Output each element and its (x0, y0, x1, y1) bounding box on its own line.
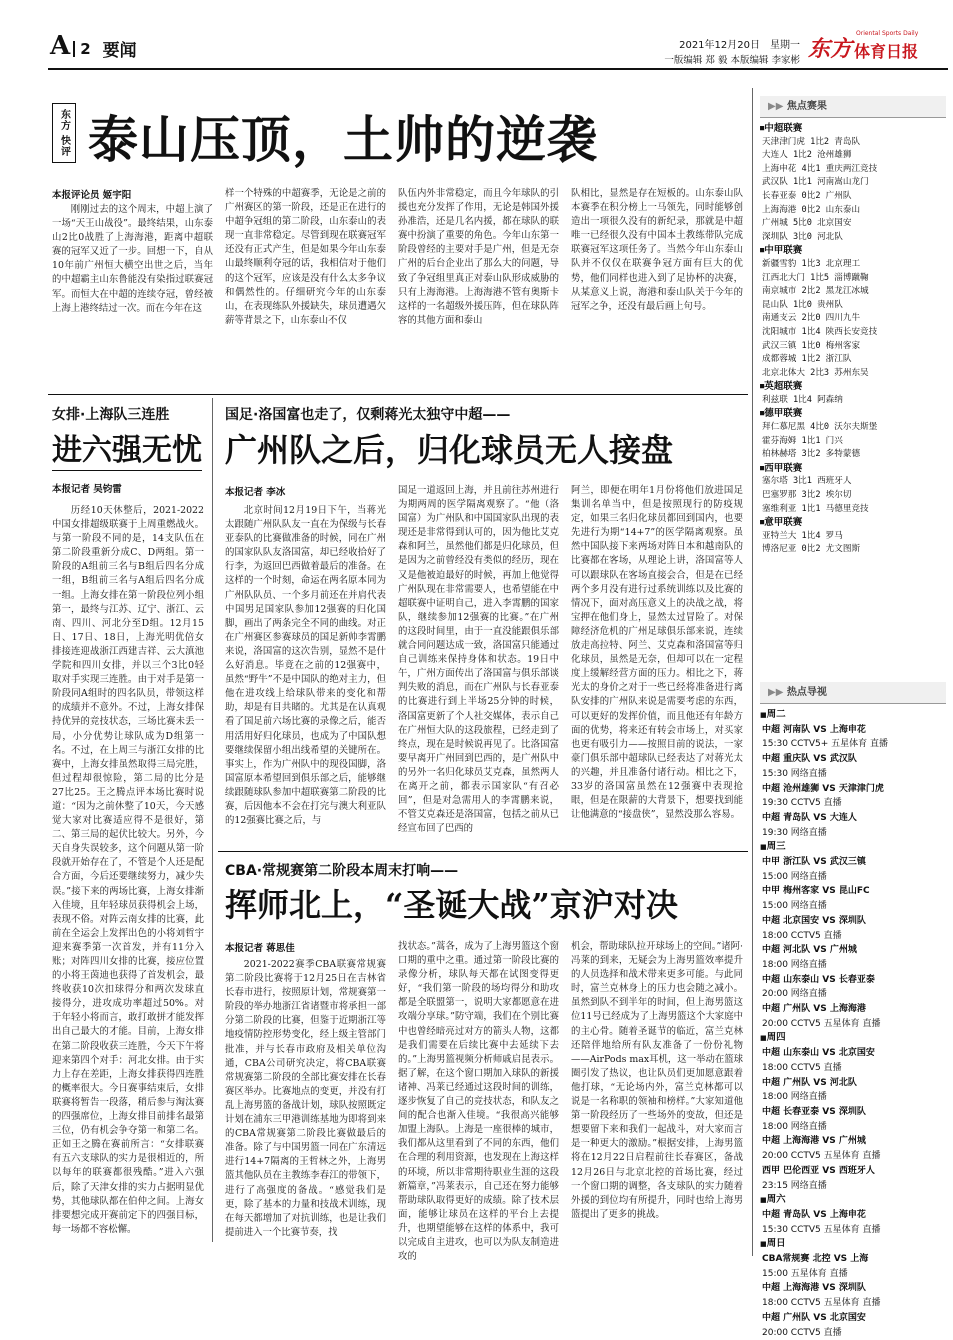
bullet-icon: ■ (760, 124, 765, 132)
story1-text: 历经10天休整后，2021-2022中国女排超级联赛于上周重燃战火。与第一阶段不同的是，14支队伍在第二阶段重新分成C、D两组。第一阶段的A组前三名与B组后四名分成一组，B组前三名与A组后四名分成一组。上海女排在第一阶段位列小组第一，最终与江苏、辽宁、浙江、云南、四川、河北分至D组。12月15日、17日、18日，上海光明优倍女排接连迎战浙江西建吉祥、云大滇池学院和四川女排，并以三个3比0轻取对手实现三连胜。由于对手是第一阶段同A组时的四名队员，带领这样的成绩并不意外。不过，上海女排保持优异的竞技状态，三场比赛未丢一局，小分优势让球队成为D组第一名。不过，在上周三与浙江女排的比赛中，上海女排虽然取得三局完胜，但过程却很惊险，第二局的比分是27比25。王之腾点评本场比赛时说道：“因为之前休整了10天，今天感觉大家对比赛适应得不是很好，第二、第三局的起伏比较大。另外，今天自身失误较多，这个问题从第一阶段就开始存在了，不管是个人还是配合方面，今后还要继续努力，减少失误。”接下来的两场比赛，上海女排渐入佳境，且年轻球员获得机会上场，表现不俗。对阵云南女排的比赛，此前在全运会上发挥出色的小将刘哲宇迎来赛季第一次首发，并有11分入账；对阵四川女排的比赛，接应位置的小将王茵迪也获得了首发机会，最终收获10次扣球得分和两次发球直接得分，进攻成功率超过50%。对于年轻小将而言，敢打敢拼才能发挥出自己最大的才能。目前，上海女排在第二阶段收获三连胜，今天下午将迎来第四个对手：河北女排。由于实力上存在差距，上海女排获得四连胜的概率很大。今日赛事结束后，女排联赛将暂告一段落，稍后参与淘汰赛的四强席位，上海女排目前排名最第三位，仍有机会争夺第一和第二名。正如王之腾在赛前所言：“女排联赛有五六支球队的实力是很相近的，所以每年的联赛都很残酷。”进入六强后，除了天津女排的实力占据明显优势，其他球队都在伯仲之间。上海女排要想完成开赛前定下的四强目标，每一场都不容松懈。 (52, 505, 204, 1235)
result-row: 沈阳城市 1比4 陕西长安竞技 (762, 326, 878, 337)
schedule-broadcast: 18:00 网络直播 (762, 1121, 827, 1132)
schedule-match: 中超 广州队 VS 河北队 (762, 1077, 857, 1088)
result-row: 南通支云 2比0 四川九牛 (762, 313, 861, 324)
schedule-header-label: 热点导视 (786, 687, 827, 698)
schedule-list (760, 708, 946, 1340)
story2-text-2: 国足一道返回上海，并且前往苏州进行为期两周的医学隔离观察了。“他（洛国富）为广州队和中国国家队出现的表现还是非常得到认可的，因为他比艾克森和阿兰，虽然他们都是归化球员，但是因为之前曾经没有类似的经历，现在又是他被迫最好的时候，再加上他觉得广州队现在非常需要人，也希望能在中超联赛中证明自己，进入李霄鹏的国家队，继续参加12强赛的比赛。”在广州的这段时间里，由于一直没能跟俱乐部就合同问题达成一致，洛国富只能通过自己训练来保持身体和状态。19日中午，广州方面传出了洛国富与俱乐部谈判失败的消息，而在广州队与长春亚泰的比赛进行到上半场25分钟的时候，洛国富更新了个人社交媒体，表示自己在广州恒大队的这段旅程，已经走到了终点，现在是时候说再见了。比洛国富要早离开广州回到巴西的，是广州队中的另外一名归化球员艾克森，虽然两人在离开之前，都表示国家队“有召必回”，但是对急需用人的李霄鹏来说，不管艾克森还是洛国富，包括之前从已经宣布回了巴西的 (398, 485, 559, 835)
story3-byline: 本报记者 蒋思佳 (225, 943, 295, 954)
story2-column-2 (398, 484, 559, 846)
schedule-match: 中超 广州队 VS 上海海港 (762, 1004, 866, 1015)
story3-text-1: 2021-2022赛季CBA联赛常规赛第二阶段比赛将于12月25日在吉林省长春市进行，按照原计划，常规赛第一阶段的举办地浙江省诸暨市将承担一部分第二阶段的比赛，但鉴于近期浙江等地疫情防控形势变化，经上级主管部门批准，并与长春市政府及相关单位沟通，CBA公司研究决定，将CBA联赛常规赛第二阶段的全部比赛安排在长春赛区举办。比赛地点的变更，并没有打乱上海男篮的备战计划，球队按照既定计划在浦东三甲港训练基地为即将到来的CBA常规赛第二阶段比赛做最后的准备。除了与中国男篮一同在广东清远进行14+7隔离的王哲林之外，上海男篮其他队员在主教练李春江的带领下，进行了高强度的备战。“感觉我们是更，除了基本的力量和技战术训练，现在每天都增加了对抗训练，也是让我们提前进入一个比赛节奏，找 (225, 959, 386, 1238)
lead-headline: 泰山压顶，土帅的逆袭 (88, 110, 598, 169)
story1-kicker: 女排·上海队三连胜 (52, 407, 170, 423)
schedule-broadcast: 19:30 CCTV5 直播 (762, 798, 842, 809)
column-tag-bottom: 快评 (58, 135, 70, 157)
story2-column-1 (225, 504, 386, 846)
lead-column-3 (398, 187, 559, 339)
schedule-match: 中超 上海海港 VS 广州城 (762, 1136, 866, 1147)
schedule-broadcast: 18:00 网络直播 (762, 1092, 827, 1103)
result-row: 拜仁慕尼黑 4比0 沃尔夫斯堡 (762, 422, 878, 433)
schedule-match: 中超 沧州雄狮 VS 天津津门虎 (762, 783, 884, 794)
schedule-broadcast: 15:00 网络直播 (762, 901, 827, 912)
story3-text-2: 找状态。”蒿各，成为了上海男篮这个窗口期的重中之重。通过第一阶段比赛的录像分析，球队每天都在试图变得更好，“我们第一阶段的场均得分和助攻都是全联盟第一，说明大家都愿意在进攻端分享球。”防守端，我们在个别比赛中也曾经暗亮过对方的箭头人物，这都是我们需要在后续比赛中去延续下去的。”上海男篮视频分析师戚启昆表示。据了解，在这个窗口期加入球队的新援诸神、冯莱已经通过这段时间的训练，逐步恢复了自己的竞技状态，和队友之间的配合也渐入佳境。“我很高兴能够加盟上海队。上海是一座很棒的城市，我们都从这里看到了不同的东西，他们在合理的利用资源，也发现在上海这样的环境，所以非常期待职业生涯的这段新篇章，”冯莱表示，自己还在努力能够帮助球队取得更好的成绩。除了技术层面，能够让球员在这样的平台上去提升，也期望能够在这样的体系中，我可以完成自主进攻，也可以为队友制造进攻的 (398, 941, 559, 1263)
story1-byline: 本报记者 吴钧雷 (52, 484, 122, 495)
schedule-match: 中超 青岛队 VS 大连人 (762, 812, 857, 823)
column-tag (52, 103, 76, 163)
masthead-rule (48, 68, 948, 70)
league-heading: 中超联赛 (764, 123, 803, 134)
result-row: 成都蓉城 1比2 浙江队 (762, 354, 852, 365)
schedule-match: 中超 广州队 VS 北京国安 (762, 1312, 866, 1323)
result-row: 广州城 5比0 北京国安 (762, 218, 852, 229)
result-row: 武汉三镇 1比0 梅州客家 (762, 340, 861, 351)
result-row: 天津津门虎 1比2 青岛队 (762, 136, 861, 147)
schedule-broadcast: 15:00 五星体育 直播 (762, 1268, 848, 1279)
schedule-match: 西甲 巴伦西亚 VS 西班牙人 (762, 1165, 875, 1176)
story1-headline: 进六强无忧 (52, 433, 202, 468)
schedule-match: 中超 山东泰山 VS 长春亚泰 (762, 974, 875, 985)
bullet-icon: ■ (760, 518, 765, 527)
result-row: 柏林赫塔 3比2 多特蒙德 (762, 449, 861, 460)
bullet-icon: ■ (760, 382, 765, 391)
newspaper-logo (808, 30, 948, 66)
result-row: 上海海港 0比2 山东泰山 (762, 204, 861, 215)
story3-column-2 (398, 940, 559, 1263)
schedule-broadcast: 20:00 CCTV5 五星体育 直播 (762, 1018, 881, 1029)
result-row: 新疆雪豹 1比3 北京理工 (762, 258, 861, 269)
page-letter: A (50, 31, 71, 61)
schedule-match: CBA常规赛 北控 VS 上海 (762, 1254, 869, 1265)
results-header-label: 焦点赛果 (786, 101, 827, 112)
result-row: 昆山队 1比0 贵州队 (762, 299, 843, 310)
result-row: 塞尔塔 3比1 西班牙人 (762, 476, 852, 487)
schedule-broadcast: 15:30 网络直播 (762, 768, 827, 779)
result-row: 武汉队 1比1 河南嵩山龙门 (762, 177, 869, 188)
schedule-day: 周二 (766, 709, 786, 720)
story2-column-3 (571, 484, 743, 846)
lead-bottom-rule (48, 394, 748, 395)
bullet-icon: ■ (760, 1034, 767, 1043)
lead-text-4: 队相比，显然是存在短板的。山东泰山队本赛季在积分榜上一马领先，同时能够创造出一项很久没有的新纪录，那就是中超唯一已经很久没有中国本土教练带队完成联赛冠军这项任务了。当然今年山东泰山队并不仅仅在联赛争冠方面有巨大的优势，他们同样也进入到了足协杯的决赛，从某意义上说，海港和泰山队关于今年的冠军之争，还没有最后画上句号。 (571, 188, 743, 312)
schedule-broadcast: 23:15 网络直播 (762, 1180, 827, 1191)
lead-byline: 本报评论员 姬宇阳 (52, 190, 132, 201)
column-tag-top: 东方 (58, 109, 70, 131)
lead-text-3: 队伍内外非常稳定，而且今年球队的引援也充分发挥了作用，无论是韩国外援孙准浩，还是几名内援，都在球队的联赛中扮演了重要的角色。今年山东第一阶段曾经的主要对手是广州，但是无奈广州的后台企业出了那么大的问题，导致了争冠组里真正对泰山队形成威胁的只有上海海港。上海海港不管有奥斯卡这样的一名超级外援压阵，但在球队阵容的其他方面和泰山 (398, 188, 559, 326)
bullet-icon: ■ (760, 843, 767, 852)
page-number: 2 (73, 41, 90, 57)
schedule-match: 中超 重庆队 VS 武汉队 (762, 754, 857, 765)
schedule-day: 周六 (766, 1194, 786, 1206)
date-line: 2021年12月20日 星期一 (679, 40, 800, 51)
results-header (760, 96, 946, 118)
story2-text-1: 北京时间12月19日下午，当蒋光太跟随广州队队友一直在为保级与长春亚泰队的比赛做准备的时候，同在广州的国家队队友洛国富，却已经收拾好了行李，为返回巴西做着最后的准备。在这样的一个时刻，命运在两名原本同为广州队队员、一个多月前还在并肩代表中国男足国家队参加12强赛的归化国脚，画出了两条完全不同的曲线。对正在广州赛区参赛球员的国足新帅李霄鹏来说，洛国富的这次告别，显然不是什么好消息。毕竟在之前的12强赛中，虽然“野牛”不是中国队的绝对主力，但他在进攻线上给球队带来的变化和帮助，却是有目共睹的。尤其是在认真观看了国足前六场比赛的录像之后，能否用活用好归化球员，也成为了中国队想要继续保留小组出线希望的关键所在。事实上，作为广州队中的现役国脚，洛国富原本希望回到俱乐部之后，能够继续跟随球队参加中超联赛第二阶段的比赛，后因他本不会在打完与澳大利亚队的12强赛比赛之后，与 (225, 505, 386, 827)
schedule-broadcast: 20:00 网络直播 (762, 989, 827, 1000)
results-list (760, 122, 946, 557)
league-heading: 英超联赛 (764, 381, 803, 393)
result-row: 北京北体大 2比3 苏州东吴 (762, 367, 869, 378)
section-title: 要闻 (102, 40, 137, 61)
lead-text-1: 刚刚过去的这个周末，中超上演了一场“天王山战役”。最终结果，山东泰山2比0战胜了上海海港，距离中超联赛的冠军又近了一步。回想一下，自从10年前广州恒大横空出世之后，当年的中超霸主山东鲁能没有染指过联赛冠军。而恒大在中超的连续夺冠，曾经被上海上港终结过一次。而在今年在这 (52, 204, 213, 314)
schedule-match: 中超 上海海港 VS 深圳队 (762, 1283, 866, 1294)
story1-column (52, 504, 204, 1244)
lead-column-2 (225, 187, 386, 339)
bullet-icon: ■ (760, 1240, 767, 1249)
story3-column-3 (571, 940, 743, 1258)
result-row: 亚特兰大 1比4 罗马 (762, 530, 843, 541)
story3-kicker: CBA·常规赛第二阶段本周末打响—— (225, 863, 459, 879)
schedule-broadcast: 18:00 CCTV5 直播 (762, 1062, 842, 1073)
result-row: 江西北大门 1比5 淄博蹴鞠 (762, 272, 869, 283)
story2-headline: 广州队之后，归化球员无人接盘 (225, 431, 674, 469)
bullet-icon: ■ (760, 1196, 767, 1205)
lead-text-2: 样一个特殊的中超赛季，无论是之前的广州赛区的第一阶段，还是正在进行的中超争冠组的第二阶段，山东泰山的表现一直非常稳定。尽管到现在联赛冠军还没有正式产生，但是如果今年山东泰山最终顺利夺冠的话，我相信对于他们的这个冠军，应该是没有什么太多争议和偶然性的。仔细研究今年的山东泰山，在表现练队外援缺失，球员遭遇欠薪等背景之下，山东泰山不仅 (225, 188, 386, 326)
result-row: 深圳队 3比0 河北队 (762, 231, 843, 242)
story3-headline: 挥师北上，“圣诞大战”京沪对决 (225, 886, 678, 924)
schedule-broadcast: 18:00 CCTV5 五星体育 直播 (762, 1298, 881, 1309)
bullet-icon: ■ (760, 711, 767, 719)
result-row: 长春亚泰 0比2 广州队 (762, 190, 852, 201)
story2-kicker: 国足·洛国富也走了，仅剩蒋光太独守中超—— (225, 407, 511, 423)
schedule-match: 中超 青岛队 VS 上海申花 (762, 1209, 866, 1220)
schedule-day: 周三 (766, 841, 786, 853)
result-row: 利兹联 1比4 阿森纳 (762, 394, 843, 405)
arrow-icon: ▶▶ (768, 687, 784, 698)
result-row: 巴塞罗那 3比2 埃尔切 (762, 490, 852, 501)
schedule-match: 中超 河北队 VS 广州城 (762, 945, 857, 956)
vertical-divider (212, 398, 213, 1242)
league-heading: 中甲联赛 (764, 245, 803, 257)
bullet-icon: ■ (760, 463, 765, 472)
schedule-match: 中超 长春亚泰 VS 深圳队 (762, 1106, 866, 1117)
league-heading: 西甲联赛 (764, 462, 803, 474)
result-row: 上海申花 4比1 重庆两江竞技 (762, 163, 878, 174)
league-heading: 意甲联赛 (764, 517, 803, 529)
schedule-day: 周四 (766, 1032, 786, 1044)
story3-text-3: 机会，帮助球队拉开球场上的空间。”诸阿·冯莱的到来，无疑会为上海男篮效率提升的人员选择和战术带来更多可能。与此同时，富兰克林身上的压力也会随之减小。虽然到队不到半年的时间，但上海男篮这位11号已经成为了上海男篮这个大家庭中的主心骨。随着圣诞节的临近，富兰克林还陪伴地给所有队友准备了一份份礼物——AirPods max耳机，这一举动在篮球圈引发了热议，也让队员们更加愿意跟着他打球，“无论场内外，富兰克林都可以说是一名称职的领袖和榜样。”大家知道他第一阶段经历了一些场外的变故，但还是想要留下来和我们一起战斗，对大家而言是一种更大的激励。”根据安排，上海男篮将在12月22日启程前往长春赛区，备战12月26日与北京北控的首场比赛，经过一个窗口期的调整，各支球队的实力随着外援的到位均有所提升，同时也给上海男篮提出了更多的挑战。 (571, 941, 743, 1220)
schedule-broadcast: 20:00 CCTV5 直播 (762, 1327, 842, 1338)
page-marker (50, 32, 137, 60)
result-row: 大连人 1比2 沧州雄狮 (762, 150, 852, 161)
schedule-match: 中甲 梅州客家 VS 昆山FC (762, 886, 870, 897)
schedule-day: 周日 (766, 1238, 786, 1250)
logo-brand: 东方 (808, 36, 853, 62)
schedule-header (760, 682, 946, 704)
schedule-broadcast: 18:00 CCTV5 直播 (762, 930, 842, 941)
lead-column-1 (52, 203, 213, 339)
schedule-broadcast: 18:00 网络直播 (762, 959, 827, 970)
bullet-icon: ■ (760, 246, 765, 255)
schedule-broadcast: 20:00 CCTV5 五星体育 直播 (762, 1151, 881, 1162)
story2-bottom-rule (218, 851, 748, 852)
story1-rule (52, 470, 202, 471)
logo-name: 体育日报 (854, 42, 919, 61)
result-row: 塞维利亚 1比1 马德里竞技 (762, 503, 869, 514)
story2-text-3: 阿兰，即便在明年1月份将他们放进国足集训名单当中，但是按照现行的防疫规定，如果三名归化球员都回到国内，也要先进行为期“14+7”的医学隔离观察。虽然中国队接下来两场对阵日本和越南队的比赛都在客场，从理论上讲，洛国富等人可以跟球队在客场直接会合，但是在已经两个多月没有进行过系统训练以及比赛的情况下，面对高压意义上的决战之战，将宝押在他们身上，显然太过冒险了。对保障经济危机的广州足球俱乐部来说，连续放走高拉特、阿兰、艾克森和洛国富等归化球员，虽然是无奈，但却可以在一定程度上缓解经营方面的压力。相比之下，蒋光太的身价之对于一些已经将准备进行离队安排的广州队来说是需要考虑的东西，可以更好的发挥价值，而且他还有年龄方面的优势，将来还有转会市场上，对买家也更有吸引力——按照目前的说法，一家豪门俱乐部中超球队已经表达了对蒋光太的兴趣，并且准备付诸行动。相比之下，33岁的洛国富虽然在12强赛中表现抢眼，但是在限薪的大背景下，想要找到能让他满意的“接盘侠”，显然没那么容易。 (571, 485, 743, 821)
logo-en: Oriental Sports Daily (856, 30, 919, 37)
story3-column-1 (225, 958, 386, 1258)
lead-column-4 (571, 187, 743, 339)
schedule-match: 中超 山东泰山 VS 北京国安 (762, 1048, 875, 1059)
schedule-match: 中超 河南队 VS 上海申花 (762, 724, 866, 735)
editors-line: 一版编辑 郑 毅 本版编辑 李家彬 (664, 55, 800, 66)
schedule-match: 中甲 浙江队 VS 武汉三镇 (762, 857, 866, 868)
league-heading: 德甲联赛 (764, 408, 803, 420)
result-row: 博洛尼亚 0比2 尤文图斯 (762, 544, 861, 555)
arrow-icon: ▶▶ (768, 101, 784, 112)
result-row: 南京城市 2比2 黑龙江冰城 (762, 286, 869, 297)
result-row: 霍芬海姆 1比1 门兴 (762, 435, 843, 446)
story2-byline: 本报记者 李冰 (225, 487, 286, 498)
schedule-broadcast: 19:30 网络直播 (762, 827, 827, 838)
schedule-match: 中超 北京国安 VS 深圳队 (762, 915, 866, 926)
schedule-broadcast: 15:30 CCTV5+ 五星体育 直播 (762, 739, 889, 750)
schedule-broadcast: 15:30 CCTV5 五星体育 直播 (762, 1224, 881, 1235)
bullet-icon: ■ (760, 409, 765, 418)
schedule-broadcast: 15:00 网络直播 (762, 871, 827, 882)
sidebar-divider (752, 88, 753, 1256)
